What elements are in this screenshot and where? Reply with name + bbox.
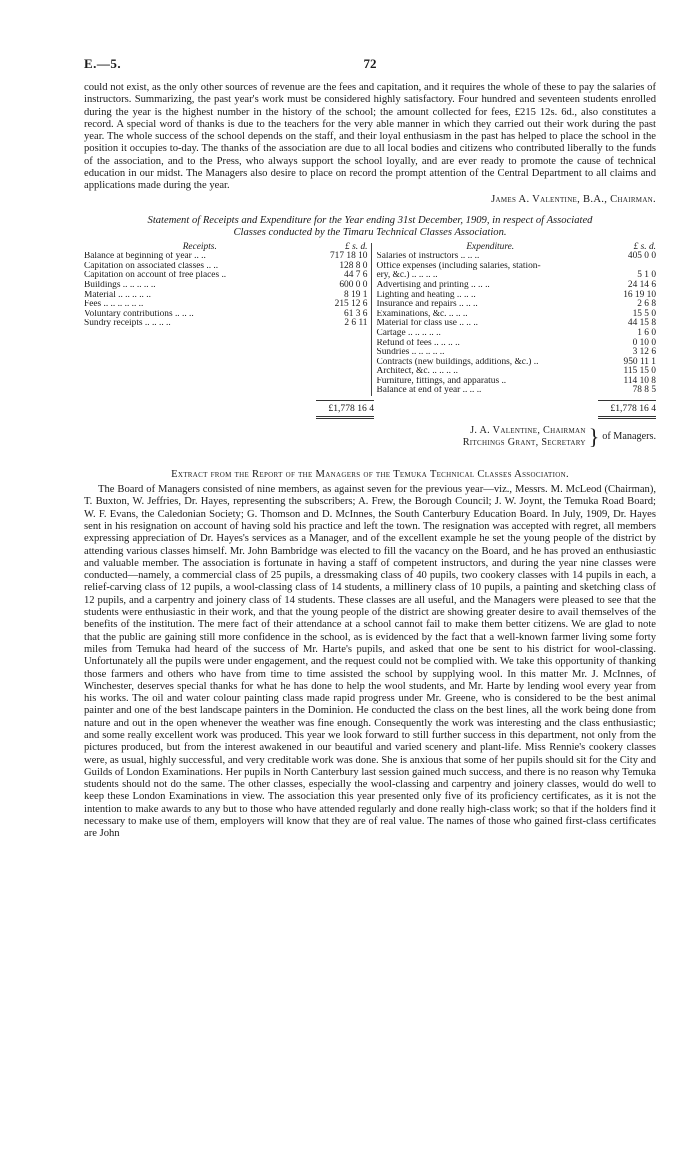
expenditure-row xyxy=(376,386,656,396)
expenditure-row xyxy=(376,358,656,368)
expenditure-item-amount: 3 12 6 xyxy=(632,347,656,358)
expenditure-row xyxy=(376,300,656,310)
totals-row xyxy=(84,396,656,419)
receipt-row xyxy=(84,262,367,272)
receipt-item-label: Capitation on associated classes .. .. xyxy=(84,261,219,271)
expenditure-item-label: ery, &c.) .. .. .. .. xyxy=(376,271,438,281)
receipts-heading: Receipts. xyxy=(182,241,217,252)
expenditure-item-amount: 2 6 8 xyxy=(637,299,656,310)
receipts-total-row xyxy=(84,400,374,419)
receipt-item-label: Fees .. .. .. .. .. .. xyxy=(84,300,144,310)
expenditure-item-label: Examinations, &c. .. .. .. xyxy=(376,309,468,319)
receipt-item-amount: 215 12 6 xyxy=(334,299,368,310)
receipts-total: £1,778 16 4 xyxy=(316,400,374,419)
expenditure-item-amount: 16 19 10 xyxy=(623,289,656,300)
receipt-row xyxy=(84,310,367,320)
receipt-item-amount: 61 3 6 xyxy=(344,308,368,319)
managers-signoff xyxy=(84,425,656,449)
receipt-row xyxy=(84,281,367,291)
expenditure-item-amount: 44 15 8 xyxy=(627,318,656,329)
expenditure-row xyxy=(376,348,656,358)
receipts-header xyxy=(84,243,367,253)
secretary-signature: Ritchings Grant, Secretary xyxy=(462,437,586,449)
chairman-signature: J. A. Valentine, Chairman xyxy=(470,425,586,437)
receipt-item-label: Voluntary contributions .. .. .. xyxy=(84,309,194,319)
document-page xyxy=(84,56,656,841)
report-paragraph: The Board of Managers consisted of nine members, as against seven for the previous year—viz., Messrs. M. McLeod (Chairman), T. Buxton, W. Jeffries, Dr. Hayes, representing the subscribers; A. Frew, the Borough Council; J. W. Joynt, the Temuka Road Board; W. F. Evans, the Caledonian Society; G. Thomson and D. McInnes, the South Canterbury Education Board. In July, 1909, Dr. Hayes sent in his resignation on account of having sold his practice and left the town. The resignation was accepted with regret, all members expressing appreciation of Dr. Hayes's services as a Manager, and of the excellent example he set the young people of the district by attending various classes himself. Mr. John Bambridge was elected to fill the vacancy on the Board, and he has proved an enthusiastic and valuable member. The association is fortunate in having a staff of competent instructors, and during the year nine classes were conducted—namely, a commercial class of 25 pupils, a dressmaking class of 40 pupils, two cookery classes with 14 pupils in each, a relief-carving class of 12 pupils, a wool-classing class of 14 students, a millinery class of 10 pupils, a painting and sketching class of 12 pupils, and a carpentry and joinery class of 14 students. These classes are all useful, and the Managers were pleased to see that the students were enthusiastic in their work, and that the young people of the district are showing greater desire to avail themselves of the benefits of the institution. The mere fact of their attendance at a school cannot fail to make them better citizens. We are glad to note that the public are gaining still more confidence in the school, as is evidenced by the fact that a well-known farmer living some forty miles from Temuka had heard of the success of Mr. Harte's pupils, and asked that one be sent to his district for wool-classing. Unfortunately all the pupils were under engagement, and the request could not be complied with. We take this opportunity of thanking those farmers and others who have from time to time assisted the school by supplying wool. In this matter Mr. J. McInnes, of Winchester, deserves special thanks for what he has done to help the wool students, and Mr. Harte by lending wool every year from his works. The oil and water colour painting class made rapid progress under Mr. Greene, who is considered to be the best animal painter and one of the best landscape painters in the Dominion. He conducted the class on the best lines, all the work being done from nature and out in the open whenever the weather was fine enough. Consequently the work was interesting and the class enthusiastic; and some really excellent work was produced. This year we look forward to still further success in this department, not only from the pictures produced, but from the interest awakened in our beautiful and varied scenery and plant-life. Miss Rennie's cookery classes were, as usual, highly successful, and very creditable work was done. She is anxious that some of her pupils should sit for the City and Guilds of London Examinations. Her pupils in North Canterbury last session gained much success, and there is no reason why Temuka students should not do the same. The other classes, especially the wool-classing and carpentry and joinery classes, would do well to keep these London Examinations in view. The association this year presented only five of its proficiency certificates, as it is not the intention to make awards to any but to those who have attended regularly and done really high-class work; so that if the holders find it necessary to make use of them, employers will know that they are of real value. The names of those who gained first-class certificates are John xyxy=(84,484,656,840)
receipt-row xyxy=(84,271,367,281)
receipt-item-amount: 8 19 1 xyxy=(344,289,368,300)
expenditure-item-amount: 950 11 1 xyxy=(623,356,656,367)
expenditure-item-label: Insurance and repairs .. .. .. xyxy=(376,300,478,310)
receipt-item-amount: 600 0 0 xyxy=(339,279,368,290)
expenditure-item-amount: 1 6 0 xyxy=(637,327,656,338)
page-number: 72 xyxy=(363,56,377,71)
receipt-item-label: Capitation on account of free places .. xyxy=(84,271,227,281)
signatories xyxy=(463,425,586,449)
brace-glyph: } xyxy=(588,424,600,450)
expenditure-item-amount: 24 14 6 xyxy=(627,279,656,290)
receipts-column xyxy=(84,243,372,397)
expenditure-row xyxy=(376,319,656,329)
expenditure-item-amount: 0 10 0 xyxy=(632,337,656,348)
expenditure-item-label: Lighting and heating .. .. .. xyxy=(376,290,476,300)
receipts-rows xyxy=(84,252,367,329)
statement-title-line-2: Classes conducted by the Timaru Technical Classes Association. xyxy=(233,227,507,239)
expenditure-item-label: Contracts (new buildings, additions, &c.) .. xyxy=(376,357,539,367)
expenditure-money-heading: £ s. d. xyxy=(633,241,656,252)
document-code: E.—5. xyxy=(84,56,122,71)
receipts-money-heading: £ s. d. xyxy=(345,241,368,252)
expenditure-item-amount: 5 1 0 xyxy=(637,270,656,281)
intro-paragraph: could not exist, as the only other sources of revenue are the fees and capitation, and it requires the whole of these to pay the salaries of instructors. Summarizing, the past year's work must be considered highly satisfactory. Four hundred and seventeen students enrolled during the year is the highest number in the history of the school; the amount collected for fees, £215 12s. 6d., also constitutes a record. A special word of thanks is due to the teachers for the very able manner in which they carried out their work during the past year. The whole success of the school depends on the staff, and their loyal enthusiasm in the past has helped to place the school in the position it occupies to-day. The thanks of the association are due to all local bodies and citizens who contributed liberally to the funds of the association, and to the Press, who always support the school loyally, and are ever ready to promote the cause of technical education in our midst. The Managers also desire to place on record the prompt attention of the Central Department to all claims and applications made during the year. xyxy=(84,82,656,192)
expenditure-rows xyxy=(376,252,656,396)
expenditure-item-label: Office expenses (including salaries, station- xyxy=(376,261,541,271)
expenditure-item-amount: 405 0 0 xyxy=(627,251,656,262)
statement-title xyxy=(84,215,656,240)
receipt-row xyxy=(84,319,367,329)
expenditure-item-amount: 114 10 8 xyxy=(623,375,656,386)
expenditure-item-label: Cartage .. .. .. .. .. xyxy=(376,328,441,338)
receipt-item-amount: 128 8 0 xyxy=(339,260,368,271)
expenditure-item-amount: 115 15 0 xyxy=(623,366,656,377)
receipt-item-label: Material .. .. .. .. .. xyxy=(84,290,151,300)
receipt-item-label: Buildings .. .. .. .. .. xyxy=(84,280,156,290)
expenditure-row xyxy=(376,252,656,262)
expenditure-row xyxy=(376,281,656,291)
intro-signature: James A. Valentine, B.A., Chairman. xyxy=(491,193,656,205)
page-header xyxy=(84,56,656,82)
expenditure-item-label: Material for class use .. .. .. xyxy=(376,319,479,329)
expenditure-total: £1,778 16 4 xyxy=(598,400,656,419)
expenditure-row xyxy=(376,262,656,272)
receipt-row xyxy=(84,252,367,262)
receipt-item-amount: 44 7 6 xyxy=(344,270,368,281)
expenditure-item-label: Architect, &c. .. .. .. .. xyxy=(376,367,458,377)
expenditure-item-label: Balance at end of year .. .. .. xyxy=(376,386,482,396)
expenditure-item-label: Sundries .. .. .. .. .. xyxy=(376,348,445,358)
receipt-row xyxy=(84,291,367,301)
expenditure-header xyxy=(376,243,656,253)
of-managers-label: of Managers. xyxy=(602,431,656,443)
expenditure-row xyxy=(376,367,656,377)
expenditure-item-label: Refund of fees .. .. .. .. xyxy=(376,338,460,348)
expenditure-item-amount: 15 5 0 xyxy=(632,308,656,319)
receipt-item-amount: 2 6 11 xyxy=(344,318,368,329)
receipt-item-label: Balance at beginning of year .. .. xyxy=(84,252,206,262)
expenditure-item-label: Furniture, fittings, and apparatus .. xyxy=(376,376,507,386)
statement-title-line-1: Statement of Receipts and Expenditure for the Year ending 31st December, 1909, in respect of Associated xyxy=(147,214,593,226)
expenditure-row xyxy=(376,271,656,281)
expenditure-total-row xyxy=(374,400,656,419)
expenditure-item-label: Advertising and printing .. .. .. xyxy=(376,280,490,290)
expenditure-row xyxy=(376,291,656,301)
expenditure-row xyxy=(376,329,656,339)
expenditure-item-amount: 78 8 5 xyxy=(632,385,656,396)
expenditure-row xyxy=(376,310,656,320)
receipt-row xyxy=(84,300,367,310)
expenditure-row xyxy=(376,339,656,349)
extract-heading: Extract from the Report of the Managers of the Temuka Technical Classes Association. xyxy=(171,469,569,481)
expenditure-item-label: Salaries of instructors .. .. .. xyxy=(376,252,480,262)
accounts-table xyxy=(84,243,656,397)
receipt-item-amount: 717 18 10 xyxy=(329,251,368,262)
expenditure-row xyxy=(376,377,656,387)
expenditure-heading: Expenditure. xyxy=(466,241,515,252)
expenditure-column xyxy=(372,243,656,397)
receipt-item-label: Sundry receipts .. .. .. .. xyxy=(84,319,171,329)
